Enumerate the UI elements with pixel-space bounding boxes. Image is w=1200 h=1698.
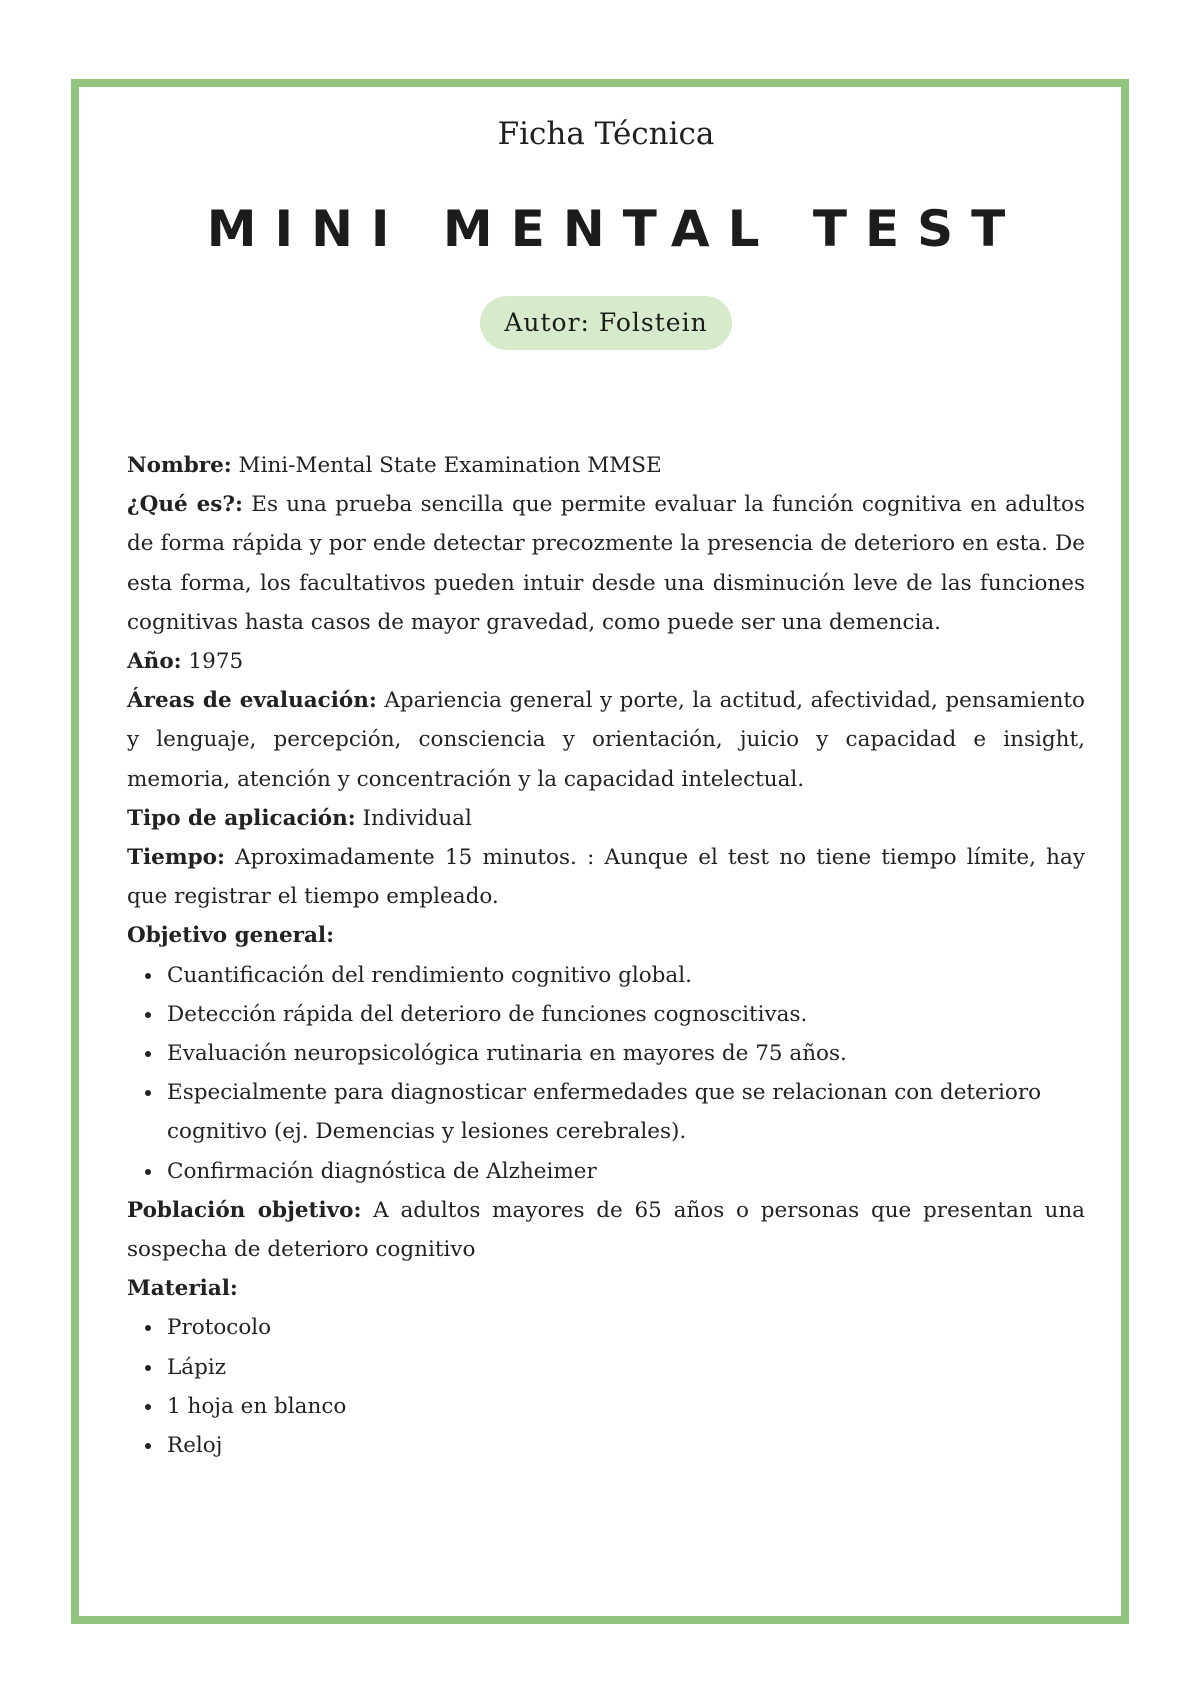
objetivo-list [127, 956, 1085, 1191]
field-label: Población objetivo: [127, 1197, 362, 1223]
list-item: Detección rápida del deterioro de funciones cognoscitivas. [167, 995, 1085, 1034]
list-item: 1 hoja en blanco [167, 1387, 1085, 1426]
field-nombre [127, 446, 1085, 485]
list-item: Reloj [167, 1426, 1085, 1465]
field-value: Apariencia general y porte, la actitud, afectividad, pensamiento y lenguaje, percepción, consciencia y orientación, juicio y capacidad e insight, memoria, atención y concentración y la capacidad intelectual. [127, 688, 1086, 792]
list-item: Cuantificación del rendimiento cognitivo global. [167, 956, 1085, 995]
field-areas [127, 681, 1085, 799]
field-label: Objetivo general: [127, 923, 335, 949]
field-tipo [127, 799, 1085, 838]
field-material [127, 1269, 1085, 1308]
list-item: Especialmente para diagnosticar enfermedades que se relacionan con deterioro cognitivo (ej. Demencias y lesiones cerebrales). [167, 1073, 1085, 1151]
list-item: Confirmación diagnóstica de Alzheimer [167, 1152, 1085, 1191]
field-objetivo [127, 916, 1085, 955]
field-label: ¿Qué es?: [127, 492, 243, 518]
field-anio [127, 642, 1085, 681]
field-value: 1975 [181, 649, 244, 675]
document-content [127, 85, 1085, 1465]
field-label: Material: [127, 1276, 238, 1302]
field-que-es [127, 485, 1085, 642]
field-value: Mini-Mental State Examination MMSE [231, 453, 662, 478]
list-item: Protocolo [167, 1308, 1085, 1347]
author-container [127, 296, 1085, 350]
field-poblacion [127, 1191, 1085, 1269]
field-label: Nombre: [127, 453, 232, 478]
field-tiempo [127, 838, 1085, 916]
field-value: Aproximadamente 15 minutos. : Aunque el test no tiene tiempo límite, hay que registrar el tiempo empleado. [127, 845, 1085, 910]
list-item: Lápiz [167, 1348, 1085, 1387]
field-label: Áreas de evaluación: [127, 688, 377, 714]
material-list [127, 1308, 1085, 1465]
doc-body [127, 446, 1085, 1465]
field-label: Tiempo: [127, 845, 225, 871]
field-value: Individual [355, 805, 472, 831]
author-badge: Autor: Folstein [480, 296, 731, 350]
field-label: Año: [127, 649, 182, 675]
field-value: A adultos mayores de 65 años o personas que presentan una sospecha de deterioro cognitivo [127, 1197, 1085, 1263]
doc-title: MINI MENTAL TEST [206, 200, 1024, 258]
list-item: Evaluación neuropsicológica rutinaria en mayores de 75 años. [167, 1034, 1085, 1073]
field-label: Tipo de aplicación: [127, 805, 356, 831]
doc-subtitle: Ficha Técnica [497, 116, 715, 152]
field-value: Es una prueba sencilla que permite evaluar la función cognitiva en adultos de forma rápida y por ende detectar precozmente la presencia de deterioro en esta. De esta forma, los facultativos pueden intuir desde una disminución leve de las funciones cognitivas hasta casos de mayor gravedad, como puede ser una demencia. [127, 492, 1086, 635]
